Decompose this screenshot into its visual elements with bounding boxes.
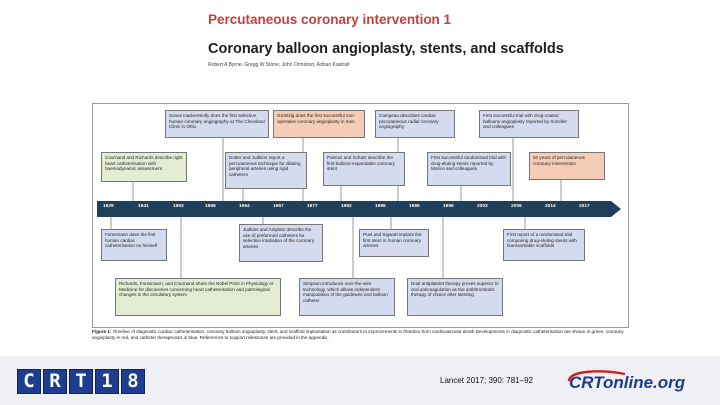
year-label: 1929 [103, 204, 114, 209]
year-label: 1977 [307, 204, 318, 209]
year-label: 2014 [545, 204, 556, 209]
timeline-event: First report of a randomised trial comparing drug-eluting stents with bioresorbable scaffolds [503, 229, 585, 261]
timeline-event: Dual antiplatelet therapy proves superior to oral anticoagulation as the antithrombotic therapy of choice after stenting [407, 278, 503, 316]
logo-letter: T [69, 369, 93, 394]
article-title: Coronary balloon angioplasty, stents, and scaffolds [208, 41, 564, 57]
crtonline-brand-text: CRTonline.org [569, 373, 686, 392]
year-label: 2003 [477, 204, 488, 209]
crtonline-logo [565, 368, 700, 394]
timeline-event: Campeau describes cardiac percutaneous radial coronary angiography [375, 110, 455, 138]
timeline-event: First successful trial with drug-coated balloons angioplasty reported by Scheller and colleagues [479, 110, 579, 138]
caption-label: Figure 1: [92, 329, 112, 334]
logo-letter: R [43, 369, 67, 394]
journal-citation: Lancet 2017; 390: 781–92 [440, 376, 533, 385]
timeline-event: Palmaz and Schatz describe the first balloon-expandable coronary stent [323, 152, 405, 186]
logo-letter: 1 [95, 369, 119, 394]
caption-text: Timeline of diagnostic cardiac catheterisation, coronary balloon angioplasty, stent, and scaffold implantation as contributors to improvements in freedom from cardiovascular death Developments in diagnostic catheterisation are shown in green, coronary angioplasty in red, and catheter therapeutics in blue. References to support milestones are provided in the appendix. [92, 329, 624, 340]
year-label: 2017 [579, 204, 590, 209]
timeline-event: Simpson introduces over-the-wire technology, which allows independent manipulation of the guidewire and balloon catheter [299, 278, 395, 316]
timeline-event: Dotter and Judkins report a percutaneous technique for dilating peripheral arteries using rigid catheters [225, 152, 307, 189]
timeline-event: Sones inadvertently does the first selective human coronary angiography at The Cleveland Clinic in Ohio [165, 110, 269, 138]
year-label: 1964 [239, 204, 250, 209]
timeline-figure [92, 103, 629, 328]
year-label: 1996 [443, 204, 454, 209]
timeline-event: First successful randomised trial with drug-eluting stents reported by Morice and colleagues [427, 152, 511, 186]
timeline-event: 40 years of percutaneous coronary intervention [529, 152, 605, 180]
year-label: 1989 [409, 204, 420, 209]
year-label: 1986 [375, 204, 386, 209]
year-label: 1953 [173, 204, 184, 209]
year-label: 1982 [341, 204, 352, 209]
timeline-event: Puel and Sigwart implant the first stent in human coronary arteries [359, 229, 429, 257]
timeline-event: Grüntzig does the first successful non-operative coronary angioplasty in man [273, 110, 365, 138]
year-label: 1967 [273, 204, 284, 209]
series-title: Percutaneous coronary intervention 1 [208, 12, 452, 27]
year-label: 2006 [511, 204, 522, 209]
logo-letter: C [17, 369, 41, 394]
timeline-event: Cournand and Richards describe right heart catheterisation with haemodynamic assessment [101, 152, 187, 182]
figure-caption [92, 329, 637, 341]
footer-bar [0, 356, 720, 405]
timeline-event: Richards, Forssmann, and Cournand share the Nobel Prize in Physiology or Medicine for discoveries concerning heart catheterisation and pathological changes in the circulatory system [115, 278, 281, 316]
timeline-event: Judkins and Amplatz describe the use of preformed catheters for selective intubation of the coronary arteries [239, 224, 323, 262]
crt18-logo [17, 369, 145, 394]
year-label: 1958 [205, 204, 216, 209]
article-authors: Robert A Byrne, Gregg W Stone, John Ormiston, Adnan Kastrati [208, 62, 350, 68]
timeline-event: Forssmann does the first human cardiac catheterisation on himself [101, 229, 167, 261]
logo-letter: 8 [121, 369, 145, 394]
year-label: 1941 [138, 204, 149, 209]
